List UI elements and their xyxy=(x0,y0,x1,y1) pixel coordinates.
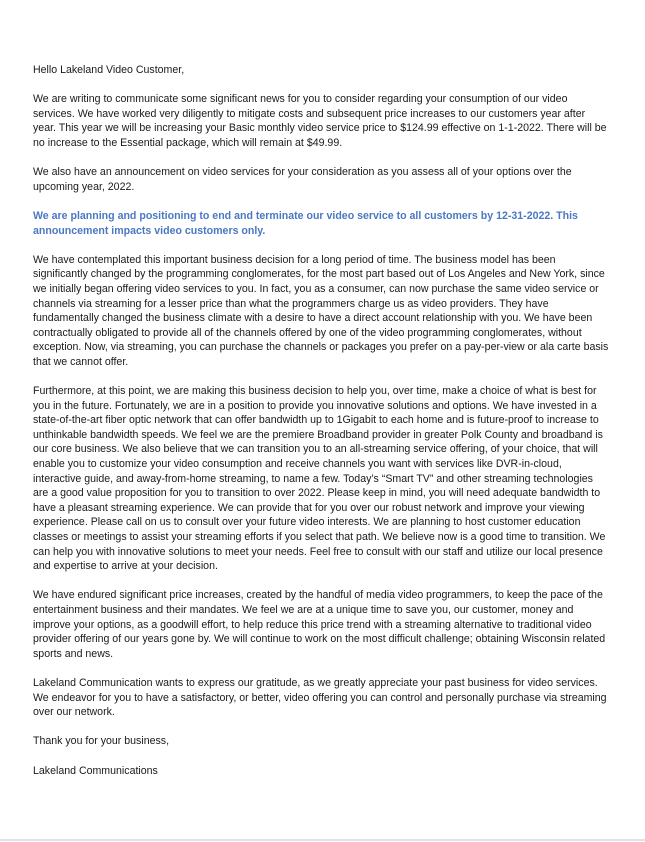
paragraph-termination-notice: We are planning and positioning to end and terminate our video service to all customers by 12-31-2022. This announcement impacts video customers only. xyxy=(33,209,578,237)
paragraph-gratitude: Lakeland Communication wants to express our gratitude, as we greatly appreciate your past business for video services. We endeavor for you to have a satisfactory, or better, video offering you can control and personally purchase via streaming over our network. xyxy=(33,676,607,719)
greeting: Hello Lakeland Video Customer, xyxy=(33,64,185,76)
letter-body xyxy=(33,63,611,778)
paragraph-price-trend: We have endured significant price increases, created by the handful of media video programmers, to keep the pace of the entertainment business and their mandates. We feel we are at a unique time to save you, our customer, money and improve your options, as a goodwill effort, to help reduce this price trend with a streaming alternative to traditional video provider offering of our years gone by. We will continue to work on the most difficult challenge; obtaining Wisconsin related sports and news. xyxy=(33,589,606,660)
signature: Lakeland Communications xyxy=(33,764,158,777)
page-bottom-border xyxy=(0,839,645,841)
paragraph-business-decision: We have contemplated this important business decision for a long period of time. The business model has been significantly changed by the programming conglomerates, for the most part based out of Los Angeles and New York, since we initially began offering video services to you. In fact, you as a consumer, can now purchase the same video service or channels via streaming for a lesser price than what the programmers charge us as video providers. They have fundamentally changed the business climate with a desire to have a direct account relationship with you. We have been contractually obligated to provide all of the channels offered by one of the video programming conglomerates, without exception. Now, via streaming, you can purchase the channels or packages you prefer on a pay-per-view or ala carte basis that we cannot offer. xyxy=(33,253,609,368)
paragraph-price-increase: We are writing to communicate some significant news for you to consider regarding your consumption of our video services. We have worked very diligently to mitigate costs and subsequent price increases to our customers year after year. This year we will be increasing your Basic monthly video service price to $124.99 effective on 1-1-2022. There will be no increase to the Essential package, which will remain at $49.99. xyxy=(33,93,607,149)
paragraph-streaming-transition: Furthermore, at this point, we are making this business decision to help you, over time, make a choice of what is best for you in the future. Fortunately, we are in a position to provide you innovative solutions and options. We have invested in a state-of-the-art fiber optic network that can offer bandwidth up to 1Gigabit to each home and is future-proof to increase to unthinkable bandwidth speeds. We feel we are the premiere Broadband provider in greater Polk County and broadband is our core business. We also believe that we can transition you to an all-streaming service offering, of your choice, that will enable you to customize your video consumption and receive channels you want with services like DVR-in-cloud, interactive guide, and away-from-home streaming, to name a few. Today’s “Smart TV” and other streaming technologies are a good value proposition for you to transition to over 2022. Please keep in mind, you will need adequate bandwidth to have a pleasant streaming experience. We can provide that for you over our robust network and improve your viewing experience. Please call on us to consult over your future video interests. We are planning to host customer education classes or meetings to assist your streaming efforts if you select that path. We believe now is a good time to transition. We can help you with innovative solutions to meet your needs. Feel free to consult with our staff and utilize our local presence and expertise to arrive at your decision. xyxy=(33,385,606,573)
paragraph-announcement-intro: We also have an announcement on video services for your consideration as you assess all of your options over the upcoming year, 2022. xyxy=(33,166,572,193)
closing: Thank you for your business, xyxy=(33,735,170,748)
